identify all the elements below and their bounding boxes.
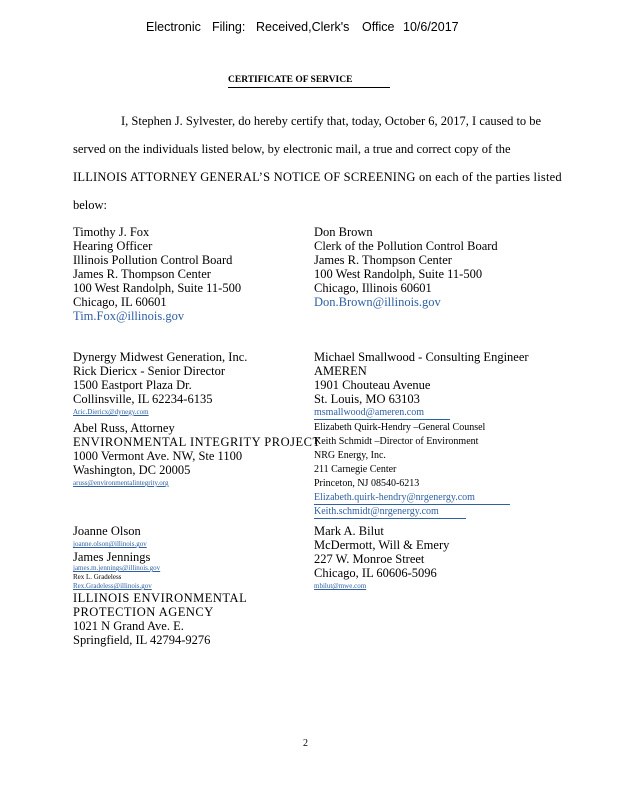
email-link[interactable]: Don.Brown@illinois.gov [314, 295, 441, 309]
party-line: Chicago, IL 60601 [73, 295, 167, 309]
party-line: Collinsville, IL 62234-6135 [73, 392, 213, 406]
party-line: Elizabeth Quirk-Hendry –General Counsel [314, 422, 486, 433]
party-name: Don Brown [314, 225, 373, 239]
party-line: 100 West Randolph, Suite 11-500 [314, 267, 483, 281]
email-link[interactable]: Tim.Fox@illinois.gov [73, 309, 185, 323]
party-line: Rick Diericx - Senior Director [73, 364, 226, 378]
header-filing: Filing: [212, 20, 246, 34]
cert-paragraph-line2: served on the individuals listed below, by electronic mail, a true and correct copy of the [73, 142, 511, 156]
party-line: Clerk of the Pollution Control Board [314, 239, 498, 253]
party-line: Chicago, IL 60606-5096 [314, 566, 437, 580]
party-name: Timothy J. Fox [73, 225, 150, 239]
email-link[interactable]: mbilut@mwe.com [314, 582, 367, 590]
party-line: 227 W. Monroe Street [314, 552, 425, 566]
cert-paragraph-line3: ILLINOIS ATTORNEY GENERAL’S NOTICE OF SCREENING on each of the parties listed [73, 170, 562, 184]
party-name: Joanne Olson [73, 524, 141, 538]
header-date: 10/6/2017 [403, 20, 459, 34]
party-line: 1000 Vermont Ave. NW, Ste 1100 [73, 449, 243, 463]
title-underline [228, 87, 390, 88]
email-link[interactable]: Aric.Diericx@dynegy.com [73, 408, 149, 416]
party-line: 1500 Eastport Plaza Dr. [73, 378, 192, 392]
certificate-title: CERTIFICATE OF SERVICE [228, 75, 353, 85]
party-line: James R. Thompson Center [73, 267, 211, 281]
service-party-nrg [314, 421, 510, 519]
email-link[interactable]: msmallwood@ameren.com [314, 407, 425, 418]
party-line: Michael Smallwood - Consulting Engineer [314, 350, 529, 364]
party-line: Washington, DC 20005 [73, 463, 191, 477]
party-line: Abel Russ, Attorney [73, 421, 175, 435]
party-line: Keith Schmidt –Director of Environment [314, 436, 479, 447]
party-line: Dynergy Midwest Generation, Inc. [73, 350, 248, 364]
party-line: Springfield, IL 42794-9276 [73, 633, 211, 647]
party-line: ENVIRONMENTAL INTEGRITY PROJECT [73, 435, 321, 449]
party-line: 211 Carnegie Center [314, 464, 397, 475]
party-line: ILLINOIS ENVIRONMENTAL [73, 591, 248, 605]
service-party-bilut [314, 524, 449, 591]
service-party-brown [314, 225, 498, 309]
party-line: NRG Energy, Inc. [314, 450, 386, 461]
header-office: Office [362, 20, 395, 34]
header-electronic: Electronic [146, 20, 201, 34]
email-link[interactable]: Rex.Gradeless@illinois.gov [73, 582, 152, 590]
cert-paragraph-line4: below: [73, 198, 108, 212]
party-name: James Jennings [73, 550, 151, 564]
party-line: McDermott, Will & Emery [314, 538, 450, 552]
service-party-olson [73, 524, 147, 549]
party-line: Illinois Pollution Control Board [73, 253, 233, 267]
email-link[interactable]: joanne.olson@illinois.gov [73, 540, 147, 548]
party-line: St. Louis, MO 63103 [314, 392, 420, 406]
cert-paragraph-line1: I, Stephen J. Sylvester, do hereby certify that, today, October 6, 2017, I caused to be [121, 114, 542, 128]
service-party-jennings [73, 550, 247, 647]
service-party-russ [73, 421, 321, 488]
email-link[interactable]: aruss@environmentalintegrity.org [73, 479, 169, 487]
party-line: AMEREN [314, 364, 367, 378]
email-link[interactable]: Elizabeth.quirk-hendry@nrgenergy.com [314, 492, 475, 503]
party-line: 1021 N Grand Ave. E. [73, 619, 184, 633]
party-line: PROTECTION AGENCY [73, 605, 214, 619]
header-received: Received,Clerk's [256, 20, 350, 34]
service-party-smallwood [314, 350, 529, 420]
page-number: 2 [303, 738, 308, 749]
party-line: Mark A. Bilut [314, 524, 384, 538]
party-line: Hearing Officer [73, 239, 153, 253]
email-link[interactable]: Keith.schmidt@nrgenergy.com [314, 506, 439, 517]
party-line: 100 West Randolph, Suite 11-500 [73, 281, 242, 295]
party-line: Princeton, NJ 08540-6213 [314, 478, 420, 489]
party-line: 1901 Chouteau Avenue [314, 378, 431, 392]
party-line: Rex L. Gradeless [73, 573, 122, 581]
service-party-fox [73, 225, 241, 323]
party-line: Chicago, Illinois 60601 [314, 281, 432, 295]
email-link[interactable]: james.m.jennings@illinois.gov [73, 564, 161, 572]
party-line: James R. Thompson Center [314, 253, 452, 267]
service-party-dynergy [73, 350, 247, 417]
